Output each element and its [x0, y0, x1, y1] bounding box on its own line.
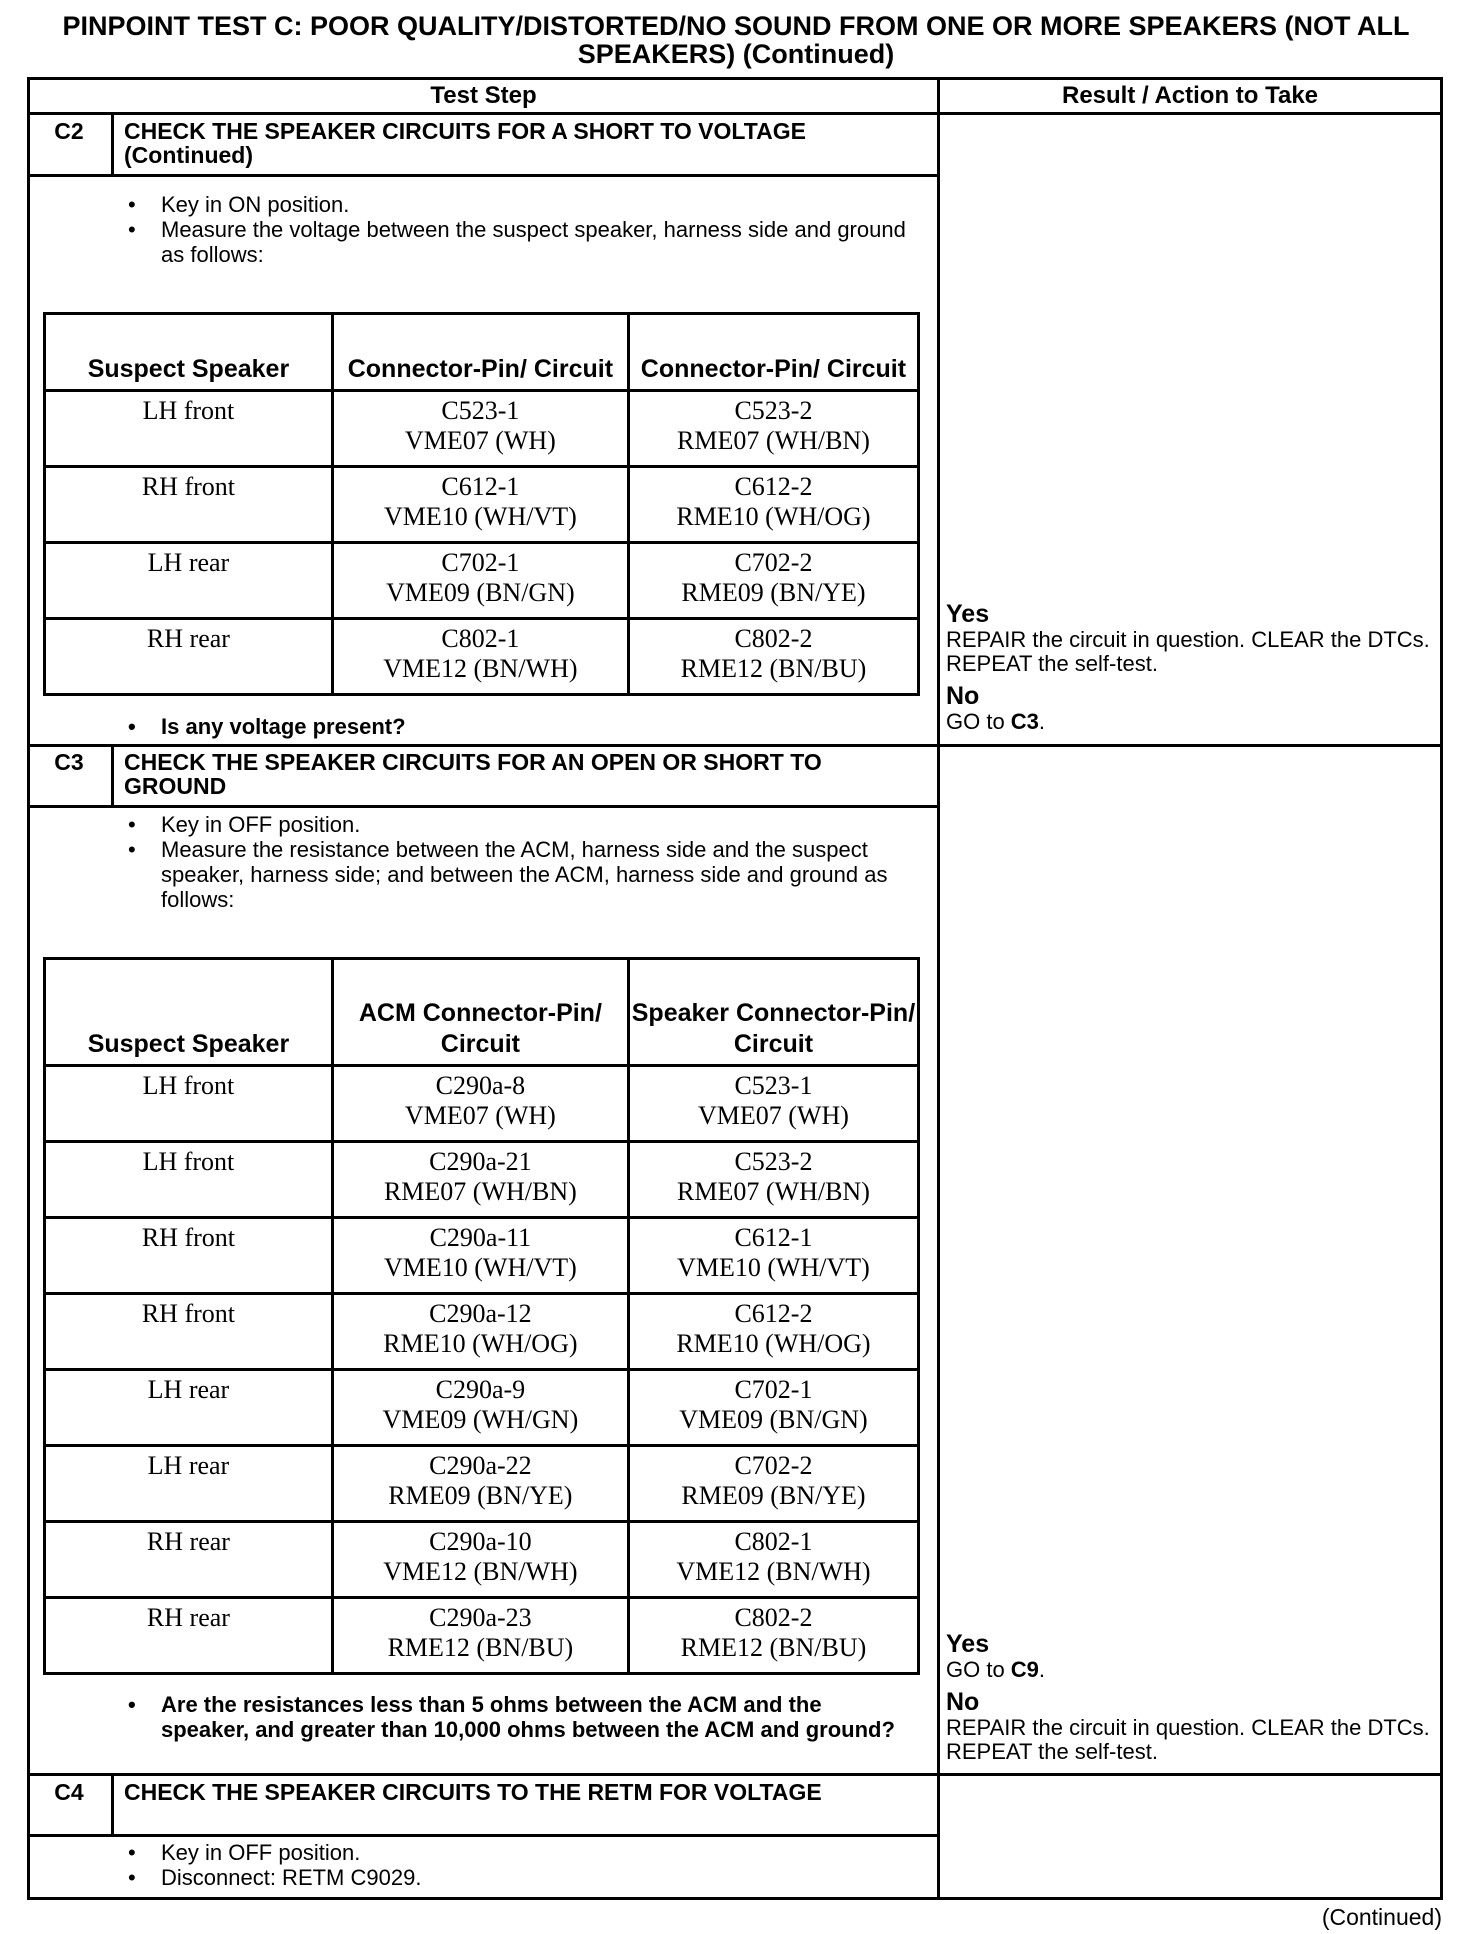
c3-instruction: • Measure the resistance between the ACM, harness side and the suspect speaker, harness side; and between the ACM, harness side and ground as follows: [128, 837, 888, 912]
connector-cell: C802-1 VME12 (BN/WH) [628, 1522, 918, 1598]
c4-instruction: • Disconnect: RETM C9029. [128, 1865, 422, 1890]
c2-col-suspect-speaker: Suspect Speaker [45, 314, 333, 391]
c4-instruction: • Key in OFF position. [128, 1840, 361, 1865]
table-row [45, 1446, 919, 1522]
c3-step-title: CHECK THE SPEAKER CIRCUITS FOR AN OPEN OR SHORT TO GROUND [124, 749, 822, 799]
connector-cell: C612-2 RME10 (WH/OG) [628, 467, 918, 543]
table-row [45, 1066, 919, 1142]
connector-cell: C290a-8 VME07 (WH) [332, 1066, 628, 1142]
table-row [45, 1294, 919, 1370]
speaker-cell: RH front [45, 467, 333, 543]
c3-col-suspect-speaker: Suspect Speaker [45, 959, 333, 1066]
connector-cell: C802-2 RME12 (BN/BU) [628, 1598, 918, 1674]
table-row [45, 1370, 919, 1446]
table-row [45, 619, 919, 695]
c3-step-number: C3 [54, 749, 84, 775]
c2-num-divider [111, 112, 114, 177]
connector-cell: C802-1 VME12 (BN/WH) [332, 619, 628, 695]
table-row [45, 1142, 919, 1218]
connector-cell: C523-2 RME07 (WH/BN) [628, 391, 918, 467]
c4-step-title: CHECK THE SPEAKER CIRCUITS TO THE RETM FOR VOLTAGE [124, 1779, 822, 1805]
speaker-cell: RH rear [45, 619, 333, 695]
connector-cell: C523-1 VME07 (WH) [628, 1066, 918, 1142]
c3-no-label: No [946, 1688, 980, 1716]
connector-cell: C290a-23 RME12 (BN/BU) [332, 1598, 628, 1674]
connector-cell: C290a-21 RME07 (WH/BN) [332, 1142, 628, 1218]
speaker-cell: LH front [45, 1142, 333, 1218]
table-row [45, 1598, 919, 1674]
connector-cell: C702-1 VME09 (BN/GN) [332, 543, 628, 619]
table-row [45, 543, 919, 619]
connector-cell: C802-2 RME12 (BN/BU) [628, 619, 918, 695]
speaker-cell: LH front [45, 391, 333, 467]
table-row [45, 1522, 919, 1598]
connector-cell: C523-1 VME07 (WH) [332, 391, 628, 467]
c2-yes-action: REPAIR the circuit in question. CLEAR the DTCs. REPEAT the self-test. [946, 627, 1430, 676]
connector-cell: C290a-22 RME09 (BN/YE) [332, 1446, 628, 1522]
c3-col-acm-connector: ACM Connector-Pin/ Circuit [332, 959, 628, 1066]
c2-instruction: • Measure the voltage between the suspect speaker, harness side and ground as follows: [128, 217, 906, 267]
c2-no-label: No [946, 682, 980, 710]
c3-question: • Are the resistances less than 5 ohms between the ACM and the speaker, and greater than 10,000 ohms between the ACM and ground? [128, 1692, 895, 1742]
c2-yes-label: Yes [946, 600, 990, 628]
speaker-cell: LH front [45, 1066, 333, 1142]
table-row [45, 391, 919, 467]
c3-no-action: REPAIR the circuit in question. CLEAR the DTCs. REPEAT the self-test. [946, 1715, 1430, 1764]
c3-col-speaker-connector: Speaker Connector-Pin/ Circuit [628, 959, 918, 1066]
c3-top-divider [27, 744, 1443, 747]
connector-cell: C290a-11 VME10 (WH/VT) [332, 1218, 628, 1294]
connector-cell: C702-2 RME09 (BN/YE) [628, 543, 918, 619]
speaker-cell: LH rear [45, 1370, 333, 1446]
c2-step-number: C2 [54, 118, 84, 144]
c3-instruction: • Key in OFF position. [128, 812, 361, 837]
c4-instructions [124, 1840, 914, 1890]
c2-result [946, 600, 1440, 734]
connector-cell: C523-2 RME07 (WH/BN) [628, 1142, 918, 1218]
c2-instruction: • Key in ON position. [128, 192, 350, 217]
connector-cell: C290a-12 RME10 (WH/OG) [332, 1294, 628, 1370]
column-divider [937, 77, 940, 1900]
c2-col-connector-1: Connector-Pin/ Circuit [332, 314, 628, 391]
c3-instructions [124, 812, 914, 912]
page-title: PINPOINT TEST C: POOR QUALITY/DISTORTED/NO SOUND FROM ONE OR MORE SPEAKERS (NOT ALL SPEAKERS) (Continued) [62, 11, 1410, 69]
speaker-cell: RH rear [45, 1522, 333, 1598]
c3-yes-action: GO to C9. [946, 1657, 1046, 1682]
c2-title-divider [27, 174, 940, 177]
table-row [45, 1218, 919, 1294]
connector-cell: C290a-9 VME09 (WH/GN) [332, 1370, 628, 1446]
connector-cell: C612-1 VME10 (WH/VT) [332, 467, 628, 543]
speaker-cell: RH front [45, 1294, 333, 1370]
table-row [45, 467, 919, 543]
connector-cell: C702-1 VME09 (BN/GN) [628, 1370, 918, 1446]
c2-instructions [124, 192, 914, 267]
speaker-cell: RH front [45, 1218, 333, 1294]
c4-num-divider [111, 1773, 114, 1837]
connector-cell: C612-1 VME10 (WH/VT) [628, 1218, 918, 1294]
connector-cell: C612-2 RME10 (WH/OG) [628, 1294, 918, 1370]
c4-title-divider [27, 1834, 940, 1837]
test-step-header: Test Step [430, 82, 537, 109]
speaker-cell: LH rear [45, 1446, 333, 1522]
c4-step-number: C4 [54, 1779, 84, 1805]
c4-top-divider [27, 1773, 1443, 1776]
speaker-cell: LH rear [45, 543, 333, 619]
c2-step-title: CHECK THE SPEAKER CIRCUITS FOR A SHORT TO VOLTAGE (Continued) [124, 118, 806, 168]
c2-speaker-table [43, 312, 920, 696]
continued-footer: (Continued) [1321, 1904, 1442, 1930]
c3-yes-label: Yes [946, 1630, 990, 1658]
c2-col-connector-2: Connector-Pin/ Circuit [628, 314, 918, 391]
c3-num-divider [111, 744, 114, 808]
result-header: Result / Action to Take [1061, 82, 1319, 109]
speaker-cell: RH rear [45, 1598, 333, 1674]
connector-cell: C290a-10 VME12 (BN/WH) [332, 1522, 628, 1598]
c2-question: • Is any voltage present? [128, 714, 406, 739]
c3-speaker-table [43, 957, 920, 1675]
c2-no-action: GO to C3. [946, 709, 1046, 734]
c3-title-divider [27, 805, 940, 808]
c3-result [946, 1630, 1440, 1764]
connector-cell: C702-2 RME09 (BN/YE) [628, 1446, 918, 1522]
